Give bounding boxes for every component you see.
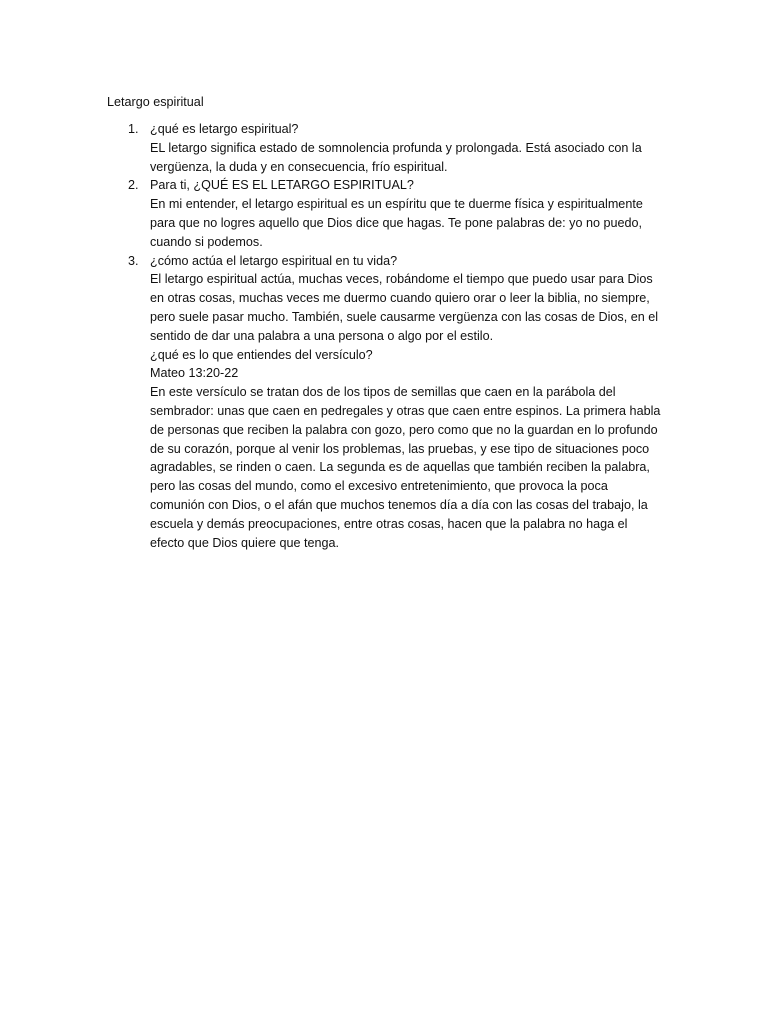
list-item [128, 176, 668, 251]
list-item-text-line: pero las cosas del mundo, como el excesivo entretenimiento, que provoca la poca [150, 479, 608, 494]
bible-reference: Mateo 13:20-22 [150, 366, 239, 381]
list-item-text-line: El letargo espiritual actúa, muchas veces, robándome el tiempo que puedo usar para Dios [150, 272, 653, 287]
list-item-text-line: de personas que reciben la palabra con gozo, pero como que no la guardan en lo profundo [150, 422, 658, 437]
list-item-text-line: escuela y demás preocupaciones, entre otras cosas, hacen que la palabra no haga el [150, 516, 628, 531]
list-item-text-line: vergüenza, la duda y en consecuencia, frío espiritual. [150, 159, 448, 174]
list-item-number: 2. [128, 178, 139, 193]
list-item-text-line: comunión con Dios, o el afán que muchos tenemos día a día con las cosas del trabajo, la [150, 497, 648, 512]
list-item [128, 252, 668, 553]
list-item-text-line: En mi entender, el letargo espiritual es un espíritu que te duerme física y espiritualmente [150, 197, 643, 212]
list-item-text-line: agradables, se rinden o caen. La segunda es de aquellas que también reciben la palabra, [150, 460, 650, 475]
document-title: Letargo espiritual [107, 95, 204, 109]
list-item-number: 3. [128, 253, 139, 268]
list-item-text-line: sentido de dar una palabra a una persona o algo por el estilo. [150, 328, 494, 343]
list-item [128, 120, 668, 176]
list-item-question: Para ti, ¿QUÉ ES EL LETARGO ESPIRITUAL? [150, 178, 414, 193]
list-item-text-line: cuando si podemos. [150, 234, 263, 249]
list-item-text-line: sembrador: unas que caen en pedregales y otras que caen entre espinos. La primera habla [150, 403, 661, 418]
list-item-number: 1. [128, 122, 139, 136]
list-item-text-line: EL letargo significa estado de somnolencia profunda y prolongada. Está asociado con la [150, 140, 642, 155]
list-item-text-line: efecto que Dios quiere que tenga. [150, 535, 340, 550]
list-item-text-line: para que no logres aquello que Dios dice que hagas. Te pone palabras de: yo no puedo, [150, 215, 642, 230]
list-item-question: ¿qué es letargo espiritual? [150, 122, 299, 136]
list-item-text-line: en otras cosas, muchas veces me duermo cuando quiero orar o leer la biblia, no siempre, [150, 291, 650, 306]
list-item-text-line: pero suele pasar mucho. También, suele causarme vergüenza con las cosas de Dios, en el [150, 309, 658, 324]
list-item-question: ¿cómo actúa el letargo espiritual en tu vida? [150, 253, 398, 268]
sub-question: ¿qué es lo que entiendes del versículo? [150, 347, 373, 362]
list-item-text-line: de su corazón, porque al venir los problemas, las pruebas, y ese tipo de situaciones poco [150, 441, 650, 456]
list-item-text-line: En este versículo se tratan dos de los tipos de semillas que caen en la parábola del [150, 385, 616, 400]
numbered-list [128, 120, 668, 552]
